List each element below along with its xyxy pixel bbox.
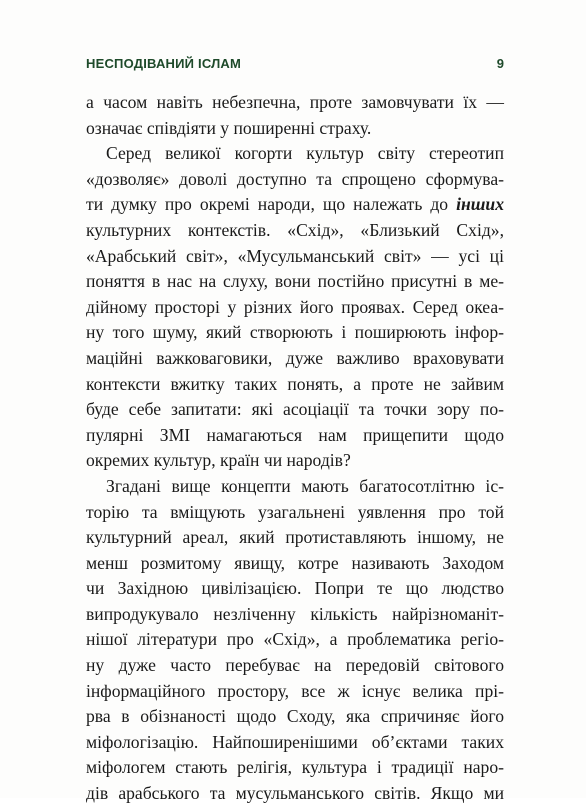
text-line: «дозволяє» доволі доступно та спрощено сформува-: [86, 168, 504, 189]
text-line: а часом навіть небезпечна, проте замовчувати їх —: [86, 92, 504, 112]
text-line: пулярні ЗМІ намагаються нам прищепити щодо: [86, 424, 504, 445]
running-title: НЕСПОДІВАНИЙ ІСЛАМ: [86, 56, 242, 71]
text-line: Серед великої когорти культур світу стереотип: [106, 143, 504, 164]
text-line: культурних контекстів. «Схід», «Близький Схід»,: [86, 219, 504, 240]
body-text: [86, 90, 504, 807]
text-line: контексти вжитку таких понять, а проте не зайвим: [86, 373, 504, 394]
text-line-with-emphasis: [86, 192, 504, 218]
page-number: 9: [496, 56, 504, 71]
emphasized-word: інших: [456, 194, 504, 215]
text-line: означає співдіяти у поширенні страху.: [86, 117, 372, 138]
text-line: Згадані вище концепти мають багатосотлітню іс-: [106, 475, 504, 496]
text-line: міфологізацію. Найпоширенішими об’єктами таких: [86, 731, 504, 752]
text-line: торію та вміщують узагальнені уявлення про той: [86, 501, 504, 522]
text-segment: ти думку про окремі народи, що належать до: [86, 194, 449, 215]
text-line: ну дуже часто перебуває на передовій світового: [86, 655, 504, 676]
text-line: окремих культур, країн чи народів?: [86, 450, 351, 471]
text-line: культурний ареал, який протиставляють іншому, не: [86, 527, 504, 548]
text-line: «Арабський світ», «Мусульманський світ» — усі ці: [86, 245, 504, 266]
text-line: дійному просторі у різних його проявах. Серед океа-: [86, 296, 504, 317]
text-line: буде себе запитати: які асоціації та точки зору по-: [86, 399, 504, 420]
text-line: дів арабського та мусульманського світів. Якщо ми: [86, 783, 504, 804]
text-line: чи Західною цивілізацією. Попри те що людство: [86, 578, 504, 599]
text-line: нішої літератури про «Схід», а проблематика регіо-: [86, 629, 504, 650]
running-header: [86, 56, 504, 76]
text-line: ну того шуму, який створюють і поширюють інфор-: [86, 322, 504, 343]
text-line: випродукувало незліченну кількість найрізноманіт-: [86, 603, 504, 624]
text-line: маційні важковаговики, дуже важливо враховувати: [86, 347, 504, 368]
text-line: менш розмитому явищу, котре називають Заходом: [86, 552, 504, 573]
text-line: інформаційного простору, все ж існує велика прі-: [86, 680, 504, 701]
text-line: рва в обізнаності щодо Сходу, яка спричиняє його: [86, 706, 504, 727]
text-line: поняття в нас на слуху, вони постійно присутні в ме-: [86, 271, 504, 292]
text-line: міфологем стають релігія, культура і традиції наро-: [86, 757, 504, 778]
